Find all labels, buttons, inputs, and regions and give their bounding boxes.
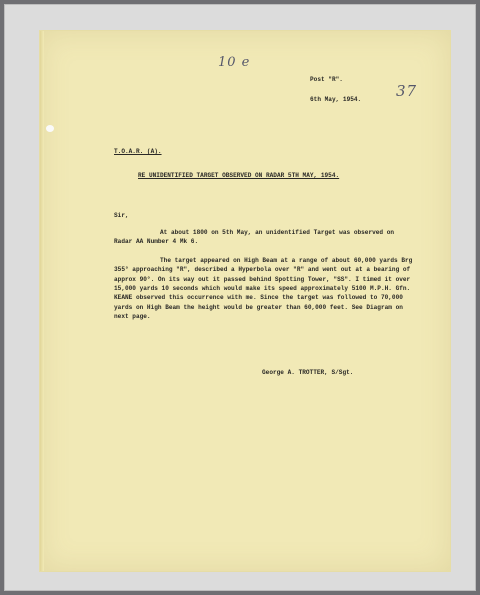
signature: George A. TROTTER, S/Sgt. (262, 369, 354, 376)
addressee: T.O.A.R. (A). (114, 148, 162, 155)
document-page (40, 31, 450, 571)
handwritten-page-ref: 10 e (218, 55, 251, 70)
paragraph-2: The target appeared on High Beam at a range of about 60,000 yards Brg 355° approaching "R", described a Hyperbola over "R" and went out at a bearing of approx 90°. On its way out it passed behind Spotting Tower, "SS". I timed it over 15,000 yards 10 seconds which would make its speed approximately 5100 M.P.H. Gfn. KEANE observed this occurrence with me. Since the target was followed to 70,000 yards on High Beam the height would be greater than 60,000 feet. See Diagram on next page. (114, 256, 413, 321)
document-date: 6th May, 1954. (310, 96, 362, 103)
paragraph-1: At about 1800 on 5th May, an unidentified Target was observed on Radar AA Number 4 Mk 6. (114, 229, 395, 246)
salutation: Sir, (114, 212, 129, 219)
handwritten-folio-number: 37 (396, 82, 418, 100)
document-subject: RE UNIDENTIFIED TARGET OBSERVED ON RADAR 5TH MAY, 1954. (138, 172, 340, 179)
document-location: Post "R". (310, 76, 343, 83)
letter-body (114, 228, 414, 322)
paper-edge (40, 31, 44, 571)
scan-background (4, 4, 476, 591)
punch-hole (46, 125, 54, 132)
